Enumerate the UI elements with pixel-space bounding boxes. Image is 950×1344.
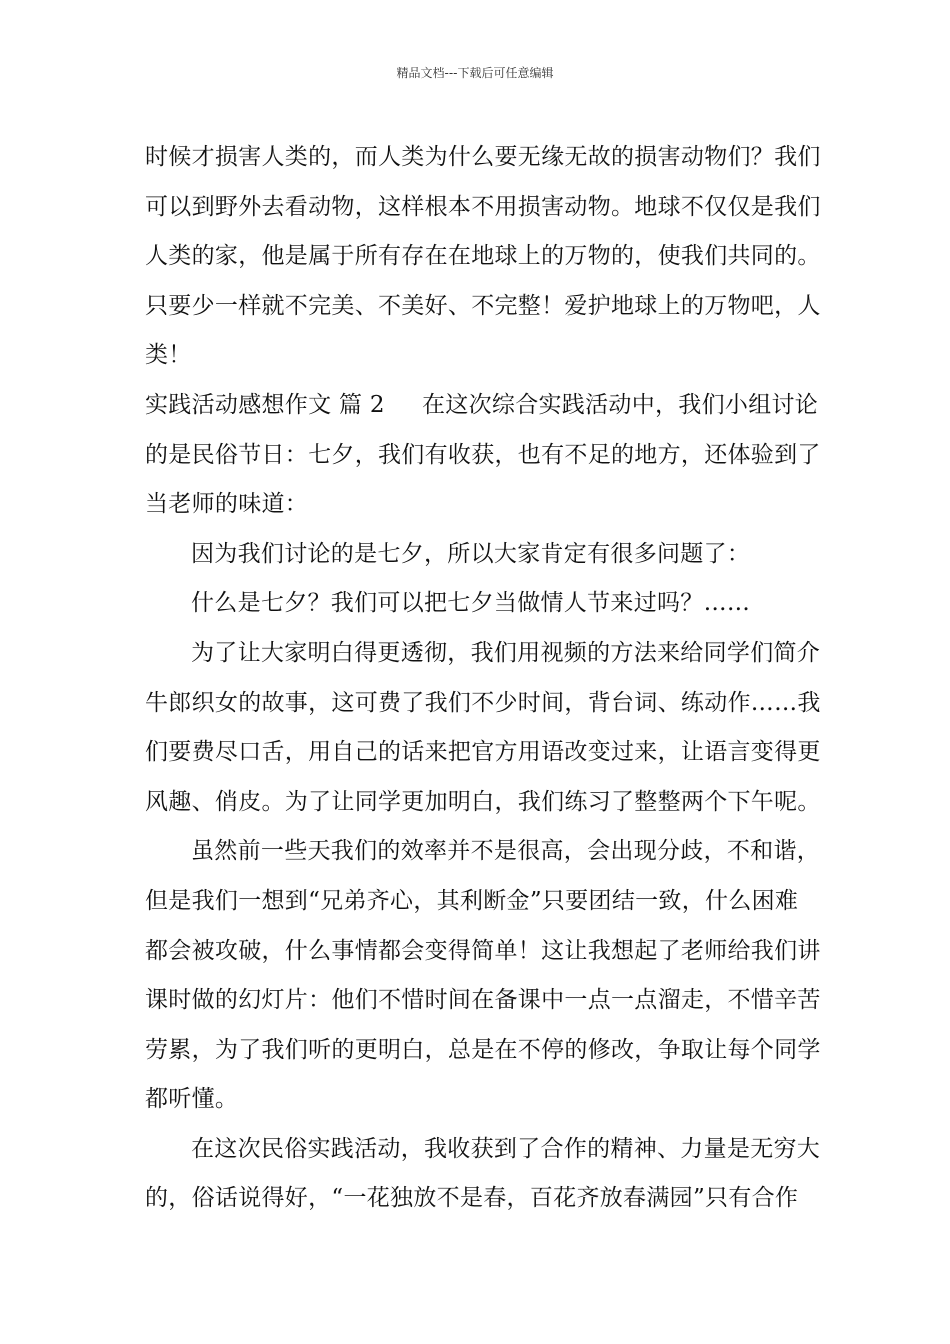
text-line: 时候才损害人类的，而人类为什么要无缘无故的损害动物们？我们 [145,144,821,170]
text-line: 可以到野外去看动物，这样根本不用损害动物。地球不仅仅是我们 [145,193,821,220]
paragraph-first-line: 虽然前一些天我们的效率并不是很高，会出现分歧，不和谐， [191,838,821,865]
text-line: 们要费尽口舌，用自己的话来把官方用语改变过来，让语言变得更 [145,739,821,766]
text-line: 的是民俗节日：七夕，我们有收获，也有不足的地方，还体验到了 [145,441,821,468]
text-line: 类！ [145,342,192,369]
paragraph-first-line: 在这次民俗实践活动，我收获到了合作的精神、力量是无穷大 [191,1135,821,1162]
text-line: 都会被攻破，什么事情都会变得简单！这让我想起了老师给我们讲 [145,937,821,964]
text-line: 都听懂。 [145,1086,239,1113]
text-line: 课时做的幻灯片：他们不惜时间在备课中一点一点溜走，不惜辛苦 [145,987,821,1014]
text-line: 风趣、俏皮。为了让同学更加明白，我们练习了整整两个下午呢。 [145,788,821,815]
text-line: 人类的家，他是属于所有存在在地球上的万物的，使我们共同的。 [145,243,821,270]
section-heading-continuation: 在这次综合实践活动中，我们小组讨论 [422,391,819,418]
text-line: 的，俗话说得好，“一花独放不是春，百花齐放春满园”只有合作 [145,1185,799,1212]
section-heading-line [145,381,819,431]
text-line: 但是我们一想到“兄弟齐心，其利断金”只要团结一致，什么困难 [145,887,799,914]
section-heading: 实践活动感想作文 篇 2 [145,391,385,418]
paragraph-first-line: 为了让大家明白得更透彻，我们用视频的方法来给同学们简介 [191,639,821,666]
page-header: 精品文档---下载后可任意编辑 [396,66,554,80]
text-line: 当老师的味道： [145,491,309,518]
paragraph-first-line: 什么是七夕？我们可以把七夕当做情人节来过吗？…… [191,590,751,617]
document-body [145,133,821,1224]
text-line: 劳累，为了我们听的更明白，总是在不停的修改，争取让每个同学 [145,1036,821,1063]
text-line: 只要少一样就不完美、不美好、不完整！爱护地球上的万物吧，人 [145,292,821,319]
paragraph-first-line: 因为我们讨论的是七夕，所以大家肯定有很多问题了： [191,540,751,567]
text-line: 牛郎织女的故事，这可费了我们不少时间，背台词、练动作……我 [145,689,821,716]
